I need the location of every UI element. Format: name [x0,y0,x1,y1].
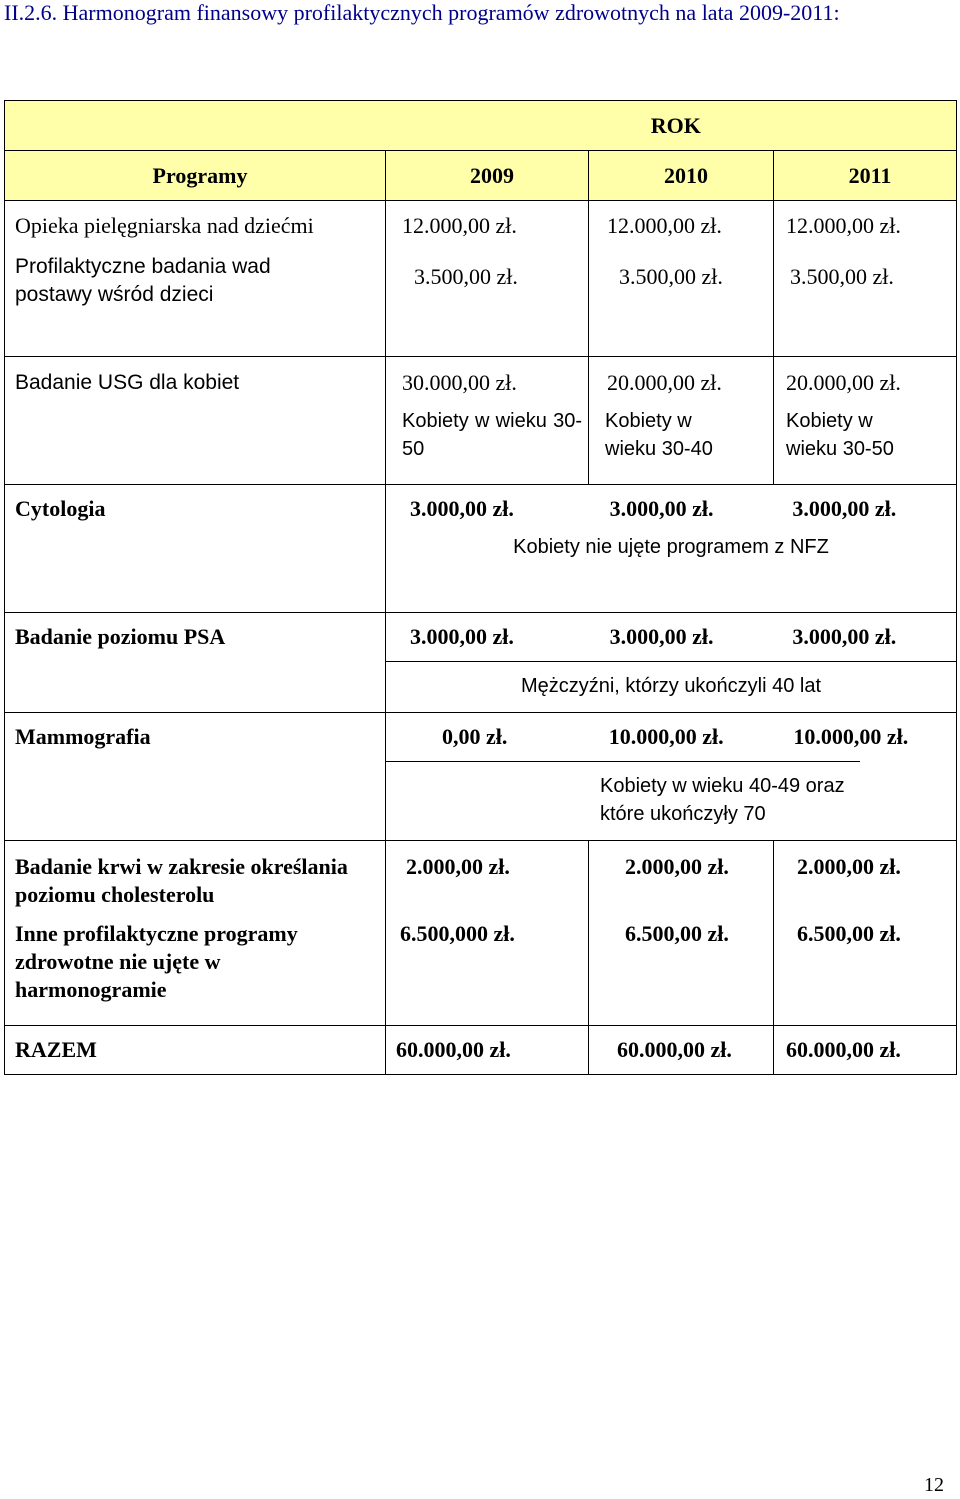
usg-note-2009: Kobiety w wieku 30-50 [402,410,582,460]
total-2010: 60.000,00 zł. [589,1026,774,1075]
section-heading [4,0,954,28]
page-number: 12 [924,1474,944,1496]
usg-note-2010: Kobiety w wieku 30-40 [605,410,713,460]
value-2009: 3.000,00 zł. [410,496,514,521]
value-2011: 20.000,00 zł. [786,370,901,395]
psa-values-cell [386,613,957,713]
year-2009-header: 2009 [386,151,589,201]
table-row [5,613,957,713]
program-name: Cytologia [5,485,386,613]
cytologia-note: Kobiety nie ujęte programem z NFZ [513,536,829,558]
value-2010: 12.000,00 zł. [589,201,774,251]
value-2010: 20.000,00 zł. [607,370,722,395]
usg-2011-cell [774,357,957,485]
value-2011: 3.500,00 zł. [774,251,957,357]
value-2011: 6.500,00 zł. [774,918,957,1026]
cytologia-values-cell [386,485,957,613]
table-row [5,841,957,918]
table-row [5,357,957,485]
table-row [5,201,957,251]
value-2011: 3.000,00 zł. [792,624,897,649]
header-empty-cell [5,101,386,151]
table-row [5,918,957,1026]
value-2011: 10.000,00 zł. [793,724,909,749]
finance-schedule-table [4,100,957,1075]
value-2010: 3.000,00 zł. [609,496,714,521]
value-2009: 2.000,00 zł. [386,841,589,918]
program-name: Badanie USG dla kobiet [5,357,386,485]
program-name: Badanie poziomu PSA [5,613,386,713]
program-name: Profilaktyczne badania wad postawy wśród dzieci [5,251,386,357]
mammografia-values-cell [386,713,957,841]
total-2011: 60.000,00 zł. [774,1026,957,1075]
program-name: Inne profilaktyczne programy zdrowotne nie ujęte w harmonogramie [5,918,386,1026]
table-row [5,251,957,357]
value-2009: 3.000,00 zł. [410,624,514,649]
program-name: Opieka pielęgniarska nad dziećmi [5,201,386,251]
value-2009: 12.000,00 zł. [386,201,589,251]
value-2010: 6.500,00 zł. [589,918,774,1026]
section-number: II.2.6. [4,0,58,25]
value-2011: 12.000,00 zł. [774,201,957,251]
table-row [5,713,957,841]
usg-2010-cell [589,357,774,485]
programs-header: Programy [5,151,386,201]
year-2010-header: 2010 [589,151,774,201]
value-2011: 2.000,00 zł. [774,841,957,918]
value-2009: 3.500,00 zł. [386,251,589,357]
value-2010: 2.000,00 zł. [589,841,774,918]
usg-note-2011: Kobiety w wieku 30-50 [786,410,894,460]
value-2009: 30.000,00 zł. [402,370,517,395]
rok-header: ROK [386,101,957,151]
psa-note: Mężczyźni, którzy ukończyli 40 lat [386,661,956,700]
value-2010: 3.500,00 zł. [589,251,774,357]
value-2010: 3.000,00 zł. [609,624,714,649]
usg-2009-cell [386,357,589,485]
total-label: RAZEM [5,1026,386,1075]
mammografia-note: Kobiety w wieku 40-49 oraz które ukończyły 70 [386,761,860,828]
table-row [5,1026,957,1075]
value-2009: 6.500,000 zł. [386,918,589,1026]
section-title: Harmonogram finansowy profilaktycznych programów zdrowotnych na lata 2009-2011: [62,0,840,25]
program-name: Badanie krwi w zakresie określania poziomu cholesterolu [5,841,386,918]
table-row [5,485,957,613]
total-2009: 60.000,00 zł. [386,1026,589,1075]
program-name: Mammografia [5,713,386,841]
value-2011: 3.000,00 zł. [792,496,897,521]
year-2011-header: 2011 [774,151,957,201]
value-2010: 10.000,00 zł. [608,724,724,749]
value-2009: 0,00 zł. [442,724,508,749]
